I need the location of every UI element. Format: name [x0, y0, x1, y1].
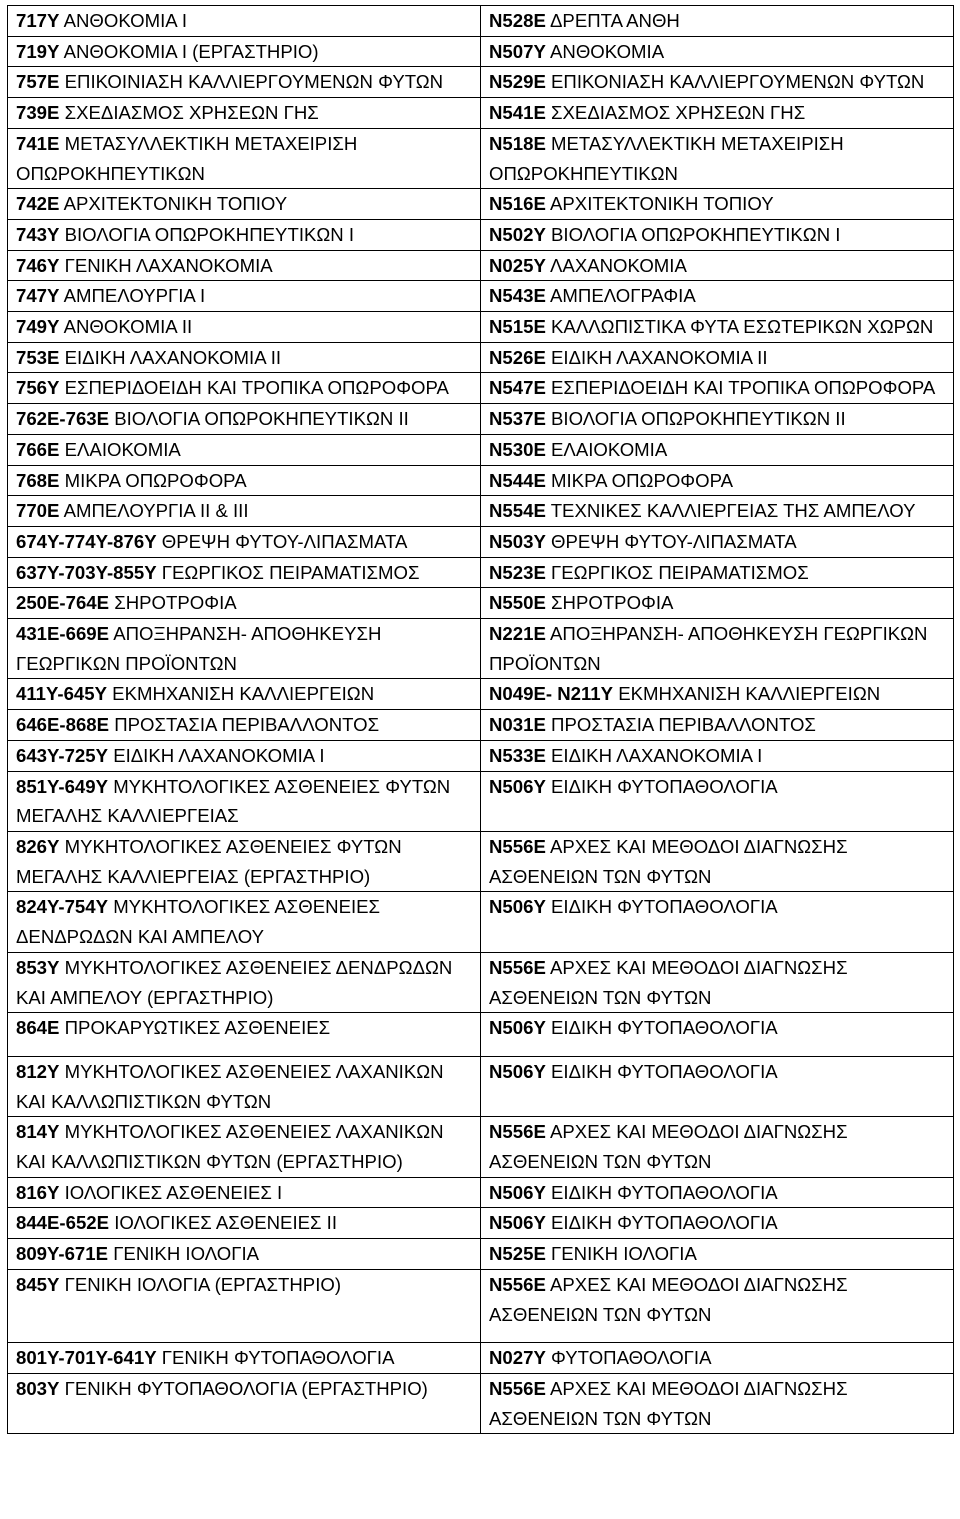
- table-row: [8, 710, 954, 741]
- course-name: ΦΥΤΟΠΑΘΟΛΟΓΙΑ: [551, 1347, 712, 1369]
- old-course-cell: [8, 557, 481, 588]
- course-name: ΓΕΩΡΓΙΚΟΣ ΠΕΙΡΑΜΑΤΙΣΜΟΣ: [551, 561, 809, 583]
- new-course-cell: [481, 281, 954, 312]
- old-course-cell: [8, 1373, 481, 1433]
- new-course-cell: [481, 619, 954, 679]
- new-course-cell: [481, 496, 954, 527]
- course-name: ΑΝΘΟΚΟΜΙΑ: [550, 40, 665, 62]
- table-row: [8, 1343, 954, 1374]
- table-body: [8, 6, 954, 1434]
- course-name: ΒΙΟΛΟΓΙΑ ΟΠΩΡΟΚΗΠΕΥΤΙΚΩΝ ΙΙ: [551, 408, 846, 430]
- table-row: [8, 1177, 954, 1208]
- old-course-cell: [8, 98, 481, 129]
- table-row: [8, 496, 954, 527]
- table-row: [8, 831, 954, 891]
- course-name: ΕΛΑΙΟΚΟΜΙΑ: [551, 438, 668, 460]
- course-code: Ν027Υ: [489, 1347, 546, 1369]
- course-name: ΛΑΧΑΝΟΚΟΜΙΑ: [550, 254, 687, 276]
- course-code: Ν544Ε: [489, 469, 546, 491]
- table-row: [8, 250, 954, 281]
- old-course-cell: [8, 1117, 481, 1177]
- course-code: Ν556Ε: [489, 835, 546, 857]
- new-course-cell: [481, 67, 954, 98]
- course-code: Ν049Ε- Ν211Υ: [489, 683, 614, 705]
- course-name: ΜΙΚΡΑ ΟΠΩΡΟΦΟΡΑ: [551, 469, 734, 491]
- old-course-cell: [8, 952, 481, 1012]
- old-course-cell: [8, 740, 481, 771]
- new-course-cell: [481, 771, 954, 831]
- course-code: 770Ε: [16, 500, 60, 522]
- course-code: 739Ε: [16, 102, 60, 124]
- table-row: [8, 771, 954, 831]
- table-row: [8, 373, 954, 404]
- course-name: ΕΣΠΕΡΙΔΟΕΙΔΗ ΚΑΙ ΤΡΟΠΙΚΑ ΟΠΩΡΟΦΟΡΑ: [551, 377, 936, 399]
- new-course-cell: [481, 342, 954, 373]
- course-name: ΜΥΚΗΤΟΛΟΓΙΚΕΣ ΑΣΘΕΝΕΙΕΣ ΛΑΧΑΝΙΚΩΝ ΚΑΙ ΚΑΛΛΩΠΙΣΤΙΚΩΝ ΦΥΤΩΝ: [16, 1060, 444, 1112]
- course-code: 643Υ-725Υ: [16, 744, 109, 766]
- course-code: 812Υ: [16, 1060, 60, 1082]
- table-row: [8, 36, 954, 67]
- old-course-cell: [8, 1177, 481, 1208]
- new-course-cell: [481, 373, 954, 404]
- table-row: [8, 67, 954, 98]
- table-row: [8, 98, 954, 129]
- new-course-cell: [481, 1239, 954, 1270]
- table-row: [8, 1269, 954, 1342]
- old-course-cell: [8, 373, 481, 404]
- course-code: Ν526Ε: [489, 346, 546, 368]
- course-name: ΑΡΧΕΣ ΚΑΙ ΜΕΘΟΔΟΙ ΔΙΑΓΝΩΣΗΣ ΑΣΘΕΝΕΙΩΝ ΤΩΝ ΦΥΤΩΝ: [489, 1377, 848, 1429]
- table-row: [8, 526, 954, 557]
- course-code: 757Ε: [16, 71, 60, 93]
- course-name: ΣΗΡΟΤΡΟΦΙΑ: [114, 592, 237, 614]
- course-code: 826Υ: [16, 835, 60, 857]
- course-name: ΕΙΔΙΚΗ ΛΑΧΑΝΟΚΟΜΙΑ Ι: [551, 744, 763, 766]
- old-course-cell: [8, 219, 481, 250]
- course-name: ΕΙΔΙΚΗ ΦΥΤΟΠΑΘΟΛΟΓΙΑ: [551, 1181, 778, 1203]
- new-course-cell: [481, 6, 954, 37]
- course-code: 746Υ: [16, 254, 60, 276]
- old-course-cell: [8, 1239, 481, 1270]
- course-code: 411Υ-645Υ: [16, 683, 107, 705]
- course-name: ΕΚΜΗΧΑΝΙΣΗ ΚΑΛΛΙΕΡΓΕΙΩΝ: [618, 683, 881, 705]
- course-code: 844Ε-652Ε: [16, 1212, 110, 1234]
- course-code: 741Ε: [16, 132, 60, 154]
- course-code: Ν502Υ: [489, 223, 546, 245]
- course-name: ΒΙΟΛΟΓΙΑ ΟΠΩΡΟΚΗΠΕΥΤΙΚΩΝ Ι: [64, 223, 355, 245]
- course-name: ΑΝΘΟΚΟΜΙΑ Ι: [63, 10, 187, 31]
- old-course-cell: [8, 404, 481, 435]
- new-course-cell: [481, 189, 954, 220]
- table-row: [8, 128, 954, 188]
- new-course-cell: [481, 219, 954, 250]
- course-code: Ν506Υ: [489, 896, 546, 918]
- course-code: 637Υ-703Υ-855Υ: [16, 561, 157, 583]
- course-name: ΓΕΝΙΚΗ ΙΟΛΟΓΙΑ: [113, 1243, 260, 1265]
- new-course-cell: [481, 1269, 954, 1342]
- table-row: [8, 465, 954, 496]
- course-name: ΠΡΟΚΑΡΥΩΤΙΚΕΣ ΑΣΘΕΝΕΙΕΣ: [64, 1017, 331, 1039]
- new-course-cell: [481, 588, 954, 619]
- new-course-cell: [481, 36, 954, 67]
- course-name: ΜΥΚΗΤΟΛΟΓΙΚΕΣ ΑΣΘΕΝΕΙΕΣ ΔΕΝΔΡΩΔΩΝ ΚΑΙ ΑΜΠΕΛΟΥ: [16, 896, 381, 948]
- new-course-cell: [481, 1056, 954, 1116]
- course-name: ΜΥΚΗΤΟΛΟΓΙΚΕΣ ΑΣΘΕΝΕΙΕΣ ΦΥΤΩΝ ΜΕΓΑΛΗΣ ΚΑΛΛΙΕΡΓΕΙΑΣ: [16, 775, 451, 827]
- table-row: [8, 189, 954, 220]
- course-code: Ν506Υ: [489, 1060, 546, 1082]
- new-course-cell: [481, 98, 954, 129]
- old-course-cell: [8, 1013, 481, 1057]
- course-name: ΣΧΕΔΙΑΣΜΟΣ ΧΡΗΣΕΩΝ ΓΗΣ: [551, 102, 806, 124]
- course-name: ΠΡΟΣΤΑΣΙΑ ΠΕΡΙΒΑΛΛΟΝΤΟΣ: [114, 714, 380, 736]
- course-code: 766Ε: [16, 438, 60, 460]
- new-course-cell: [481, 1177, 954, 1208]
- new-course-cell: [481, 740, 954, 771]
- old-course-cell: [8, 588, 481, 619]
- table-row: [8, 404, 954, 435]
- course-code: Ν506Υ: [489, 775, 546, 797]
- course-code: 851Υ-649Υ: [16, 775, 109, 797]
- old-course-cell: [8, 67, 481, 98]
- course-name: ΓΕΝΙΚΗ ΙΟΛΟΓΙΑ (ΕΡΓΑΣΤΗΡΙΟ): [64, 1273, 342, 1295]
- course-name: ΕΙΔΙΚΗ ΦΥΤΟΠΑΘΟΛΟΓΙΑ: [551, 775, 778, 797]
- course-name: ΑΡΧΕΣ ΚΑΙ ΜΕΘΟΔΟΙ ΔΙΑΓΝΩΣΗΣ ΑΣΘΕΝΕΙΩΝ ΤΩΝ ΦΥΤΩΝ: [489, 1121, 848, 1173]
- course-name: ΑΡΧΕΣ ΚΑΙ ΜΕΘΟΔΟΙ ΔΙΑΓΝΩΣΗΣ ΑΣΘΕΝΕΙΩΝ ΤΩΝ ΦΥΤΩΝ: [489, 1273, 848, 1325]
- course-code: Ν556Ε: [489, 1273, 546, 1295]
- course-name: ΕΣΠΕΡΙΔΟΕΙΔΗ ΚΑΙ ΤΡΟΠΙΚΑ ΟΠΩΡΟΦΟΡΑ: [64, 377, 449, 399]
- new-course-cell: [481, 1208, 954, 1239]
- course-name: ΘΡΕΨΗ ΦΥΤΟΥ-ΛΙΠΑΣΜΑΤΑ: [551, 530, 797, 552]
- course-name: ΑΡΧΙΤΕΚΤΟΝΙΚΗ ΤΟΠΙΟΥ: [63, 193, 288, 215]
- table-row: [8, 740, 954, 771]
- course-code: 768Ε: [16, 469, 60, 491]
- table-row: [8, 434, 954, 465]
- new-course-cell: [481, 465, 954, 496]
- course-code: Ν533Ε: [489, 744, 546, 766]
- course-code: Ν506Υ: [489, 1212, 546, 1234]
- table-row: [8, 342, 954, 373]
- course-code: Ν525Ε: [489, 1243, 546, 1265]
- course-code: Ν515Ε: [489, 316, 546, 338]
- new-course-cell: [481, 557, 954, 588]
- course-code: Ν543Ε: [489, 285, 546, 307]
- table-row: [8, 6, 954, 37]
- course-name: ΓΕΝΙΚΗ ΦΥΤΟΠΑΘΟΛΟΓΙΑ (ΕΡΓΑΣΤΗΡΙΟ): [64, 1377, 428, 1399]
- course-code: 674Υ-774Υ-876Υ: [16, 530, 157, 552]
- course-code: 801Υ-701Υ-641Υ: [16, 1347, 157, 1369]
- course-name: ΕΙΔΙΚΗ ΦΥΤΟΠΑΘΟΛΟΓΙΑ: [551, 896, 778, 918]
- course-name: ΕΙΔΙΚΗ ΛΑΧΑΝΟΚΟΜΙΑ ΙΙ: [64, 346, 282, 368]
- course-code: Ν516Ε: [489, 193, 546, 215]
- table-row: [8, 619, 954, 679]
- course-code: 809Υ-671Ε: [16, 1243, 109, 1265]
- course-name: ΑΜΠΕΛΟΥΡΓΙΑ Ι: [63, 285, 206, 307]
- table-row: [8, 952, 954, 1012]
- course-name: ΑΝΘΟΚΟΜΙΑ ΙΙ: [63, 316, 193, 338]
- course-name: ΑΠΟΞΗΡΑΝΣΗ- ΑΠΟΘΗΚΕΥΣΗ ΓΕΩΡΓΙΚΩΝ ΠΡΟΪΟΝΤΩΝ: [16, 623, 382, 674]
- course-code: Ν503Υ: [489, 530, 546, 552]
- table-row: [8, 281, 954, 312]
- course-name: ΕΛΑΙΟΚΟΜΙΑ: [64, 438, 181, 460]
- course-name: ΜΙΚΡΑ ΟΠΩΡΟΦΟΡΑ: [64, 469, 247, 491]
- new-course-cell: [481, 312, 954, 343]
- course-name: ΒΙΟΛΟΓΙΑ ΟΠΩΡΟΚΗΠΕΥΤΙΚΩΝ ΙΙ: [114, 408, 409, 430]
- course-name: ΜΥΚΗΤΟΛΟΓΙΚΕΣ ΑΣΘΕΝΕΙΕΣ ΛΑΧΑΝΙΚΩΝ ΚΑΙ ΚΑΛΛΩΠΙΣΤΙΚΩΝ ΦΥΤΩΝ (ΕΡΓΑΣΤΗΡΙΟ): [16, 1121, 444, 1173]
- course-code: Ν528Ε: [489, 10, 546, 31]
- new-course-cell: [481, 831, 954, 891]
- course-code: Ν031Ε: [489, 714, 546, 736]
- course-name: ΓΕΝΙΚΗ ΛΑΧΑΝΟΚΟΜΙΑ: [64, 254, 273, 276]
- course-code: 742Ε: [16, 193, 60, 215]
- course-name: ΤΕΧΝΙΚΕΣ ΚΑΛΛΙΕΡΓΕΙΑΣ ΤΗΣ ΑΜΠΕΛΟΥ: [550, 500, 916, 522]
- course-code: 646Ε-868Ε: [16, 714, 110, 736]
- old-course-cell: [8, 710, 481, 741]
- course-code: 824Υ-754Υ: [16, 896, 109, 918]
- table-row: [8, 1373, 954, 1433]
- course-name: ΘΡΕΨΗ ΦΥΤΟΥ-ΛΙΠΑΣΜΑΤΑ: [161, 530, 408, 552]
- new-course-cell: [481, 710, 954, 741]
- course-code: 864Ε: [16, 1017, 60, 1039]
- course-name: ΑΡΧΙΤΕΚΤΟΝΙΚΗ ΤΟΠΙΟΥ: [550, 193, 774, 215]
- course-name: ΕΙΔΙΚΗ ΛΑΧΑΝΟΚΟΜΙΑ ΙΙ: [551, 346, 768, 368]
- course-code: 743Υ: [16, 223, 60, 245]
- course-name: ΔΡΕΠΤΑ ΑΝΘΗ: [550, 10, 680, 31]
- course-name: ΠΡΟΣΤΑΣΙΑ ΠΕΡΙΒΑΛΛΟΝΤΟΣ: [551, 714, 816, 736]
- course-code: Ν518Ε: [489, 132, 546, 154]
- old-course-cell: [8, 892, 481, 952]
- course-code: Ν537Ε: [489, 408, 546, 430]
- new-course-cell: [481, 1373, 954, 1433]
- new-course-cell: [481, 892, 954, 952]
- new-course-cell: [481, 1343, 954, 1374]
- course-name: ΕΙΔΙΚΗ ΛΑΧΑΝΟΚΟΜΙΑ Ι: [113, 744, 325, 766]
- course-name: ΙΟΛΟΓΙΚΕΣ ΑΣΘΕΝΕΙΕΣ ΙΙ: [114, 1212, 337, 1234]
- course-name: ΕΚΜΗΧΑΝΙΣΗ ΚΑΛΛΙΕΡΓΕΙΩΝ: [112, 683, 375, 705]
- old-course-cell: [8, 679, 481, 710]
- old-course-cell: [8, 281, 481, 312]
- course-code: Ν506Υ: [489, 1181, 546, 1203]
- course-code: Ν530Ε: [489, 438, 546, 460]
- old-course-cell: [8, 619, 481, 679]
- course-name: ΓΕΩΡΓΙΚΟΣ ΠΕΙΡΑΜΑΤΙΣΜΟΣ: [161, 561, 420, 583]
- course-name: ΙΟΛΟΓΙΚΕΣ ΑΣΘΕΝΕΙΕΣ Ι: [64, 1181, 283, 1203]
- old-course-cell: [8, 1056, 481, 1116]
- old-course-cell: [8, 831, 481, 891]
- course-name: ΑΜΠΕΛΟΓΡΑΦΙΑ: [550, 285, 696, 307]
- course-code: Ν529Ε: [489, 71, 546, 93]
- course-code: Ν556Ε: [489, 1377, 546, 1399]
- course-code: 753Ε: [16, 346, 60, 368]
- course-code: Ν506Υ: [489, 1017, 546, 1039]
- old-course-cell: [8, 771, 481, 831]
- course-name: ΕΠΙΚΟΙΝΙΑΣΗ ΚΑΛΛΙΕΡΓΟΥΜΕΝΩΝ ΦΥΤΩΝ: [64, 71, 444, 93]
- old-course-cell: [8, 6, 481, 37]
- course-name: ΑΜΠΕΛΟΥΡΓΙΑ ΙΙ & ΙΙΙ: [63, 500, 249, 522]
- course-code: 814Υ: [16, 1121, 60, 1143]
- new-course-cell: [481, 1117, 954, 1177]
- course-code: Ν554Ε: [489, 500, 546, 522]
- course-code: 816Υ: [16, 1181, 60, 1203]
- course-name: ΑΝΘΟΚΟΜΙΑ Ι (ΕΡΓΑΣΤΗΡΙΟ): [63, 40, 319, 62]
- course-code: Ν523Ε: [489, 561, 546, 583]
- new-course-cell: [481, 1013, 954, 1057]
- course-code: Ν541Ε: [489, 102, 546, 124]
- old-course-cell: [8, 1269, 481, 1342]
- course-name: ΓΕΝΙΚΗ ΙΟΛΟΓΙΑ: [551, 1243, 697, 1265]
- course-name: ΒΙΟΛΟΓΙΑ ΟΠΩΡΟΚΗΠΕΥΤΙΚΩΝ Ι: [551, 223, 841, 245]
- table-row: [8, 588, 954, 619]
- course-code: 845Υ: [16, 1273, 60, 1295]
- course-code: 853Υ: [16, 956, 60, 978]
- table-row: [8, 1208, 954, 1239]
- new-course-cell: [481, 434, 954, 465]
- course-code: 749Υ: [16, 316, 60, 338]
- old-course-cell: [8, 526, 481, 557]
- course-code: Ν025Υ: [489, 254, 546, 276]
- new-course-cell: [481, 128, 954, 188]
- course-code: Ν507Υ: [489, 40, 546, 62]
- course-name: ΜΕΤΑΣΥΛΛΕΚΤΙΚΗ ΜΕΤΑΧΕΙΡΙΣΗ ΟΠΩΡΟΚΗΠΕΥΤΙΚΩΝ: [489, 132, 844, 184]
- course-code: 762Ε-763Ε: [16, 408, 110, 430]
- course-name: ΑΡΧΕΣ ΚΑΙ ΜΕΘΟΔΟΙ ΔΙΑΓΝΩΣΗΣ ΑΣΘΕΝΕΙΩΝ ΤΩΝ ΦΥΤΩΝ: [489, 956, 848, 1008]
- old-course-cell: [8, 36, 481, 67]
- course-code: Ν556Ε: [489, 1121, 546, 1143]
- course-name: ΣΧΕΔΙΑΣΜΟΣ ΧΡΗΣΕΩΝ ΓΗΣ: [64, 102, 319, 124]
- table-row: [8, 219, 954, 250]
- course-name: ΕΙΔΙΚΗ ΦΥΤΟΠΑΘΟΛΟΓΙΑ: [551, 1017, 778, 1039]
- course-name: ΕΙΔΙΚΗ ΦΥΤΟΠΑΘΟΛΟΓΙΑ: [551, 1060, 778, 1082]
- old-course-cell: [8, 434, 481, 465]
- course-name: ΚΑΛΛΩΠΙΣΤΙΚΑ ΦΥΤΑ ΕΣΩΤΕΡΙΚΩΝ ΧΩΡΩΝ: [551, 316, 934, 338]
- old-course-cell: [8, 465, 481, 496]
- old-course-cell: [8, 250, 481, 281]
- course-code: Ν547Ε: [489, 377, 546, 399]
- new-course-cell: [481, 679, 954, 710]
- new-course-cell: [481, 404, 954, 435]
- old-course-cell: [8, 312, 481, 343]
- table-row: [8, 1239, 954, 1270]
- course-code: 431Ε-669Ε: [16, 623, 110, 645]
- table-row: [8, 557, 954, 588]
- table-row: [8, 1117, 954, 1177]
- old-course-cell: [8, 496, 481, 527]
- course-code: 803Υ: [16, 1377, 60, 1399]
- course-code: Ν550Ε: [489, 592, 546, 614]
- course-code: 747Υ: [16, 285, 60, 307]
- table-row: [8, 312, 954, 343]
- course-name: ΑΠΟΞΗΡΑΝΣΗ- ΑΠΟΘΗΚΕΥΣΗ ΓΕΩΡΓΙΚΩΝ ΠΡΟΪΟΝΤΩΝ: [489, 623, 928, 674]
- table-row: [8, 1056, 954, 1116]
- table-row: [8, 679, 954, 710]
- old-course-cell: [8, 342, 481, 373]
- course-name: ΑΡΧΕΣ ΚΑΙ ΜΕΘΟΔΟΙ ΔΙΑΓΝΩΣΗΣ ΑΣΘΕΝΕΙΩΝ ΤΩΝ ΦΥΤΩΝ: [489, 835, 848, 887]
- old-course-cell: [8, 1343, 481, 1374]
- table-row: [8, 1013, 954, 1057]
- course-equivalence-table: [7, 5, 954, 1434]
- course-name: ΜΥΚΗΤΟΛΟΓΙΚΕΣ ΑΣΘΕΝΕΙΕΣ ΦΥΤΩΝ ΜΕΓΑΛΗΣ ΚΑΛΛΙΕΡΓΕΙΑΣ (ΕΡΓΑΣΤΗΡΙΟ): [16, 835, 402, 887]
- new-course-cell: [481, 952, 954, 1012]
- course-code: 250Ε-764Ε: [16, 592, 110, 614]
- course-name: ΣΗΡΟΤΡΟΦΙΑ: [551, 592, 674, 614]
- new-course-cell: [481, 526, 954, 557]
- course-name: ΜΕΤΑΣΥΛΛΕΚΤΙΚΗ ΜΕΤΑΧΕΙΡΙΣΗ ΟΠΩΡΟΚΗΠΕΥΤΙΚΩΝ: [16, 132, 358, 184]
- course-code: Ν556Ε: [489, 956, 546, 978]
- course-name: ΕΙΔΙΚΗ ΦΥΤΟΠΑΘΟΛΟΓΙΑ: [551, 1212, 778, 1234]
- course-name: ΓΕΝΙΚΗ ΦΥΤΟΠΑΘΟΛΟΓΙΑ: [161, 1347, 395, 1369]
- new-course-cell: [481, 250, 954, 281]
- course-code: 719Υ: [16, 40, 60, 62]
- course-code: Ν221Ε: [489, 623, 546, 645]
- old-course-cell: [8, 1208, 481, 1239]
- old-course-cell: [8, 189, 481, 220]
- course-name: ΜΥΚΗΤΟΛΟΓΙΚΕΣ ΑΣΘΕΝΕΙΕΣ ΔΕΝΔΡΩΔΩΝ ΚΑΙ ΑΜΠΕΛΟΥ (ΕΡΓΑΣΤΗΡΙΟ): [16, 956, 453, 1008]
- old-course-cell: [8, 128, 481, 188]
- table-row: [8, 892, 954, 952]
- course-code: 717Υ: [16, 10, 60, 31]
- course-name: ΕΠΙΚΟΝΙΑΣΗ ΚΑΛΛΙΕΡΓΟΥΜΕΝΩΝ ΦΥΤΩΝ: [551, 71, 925, 93]
- course-code: 756Υ: [16, 377, 60, 399]
